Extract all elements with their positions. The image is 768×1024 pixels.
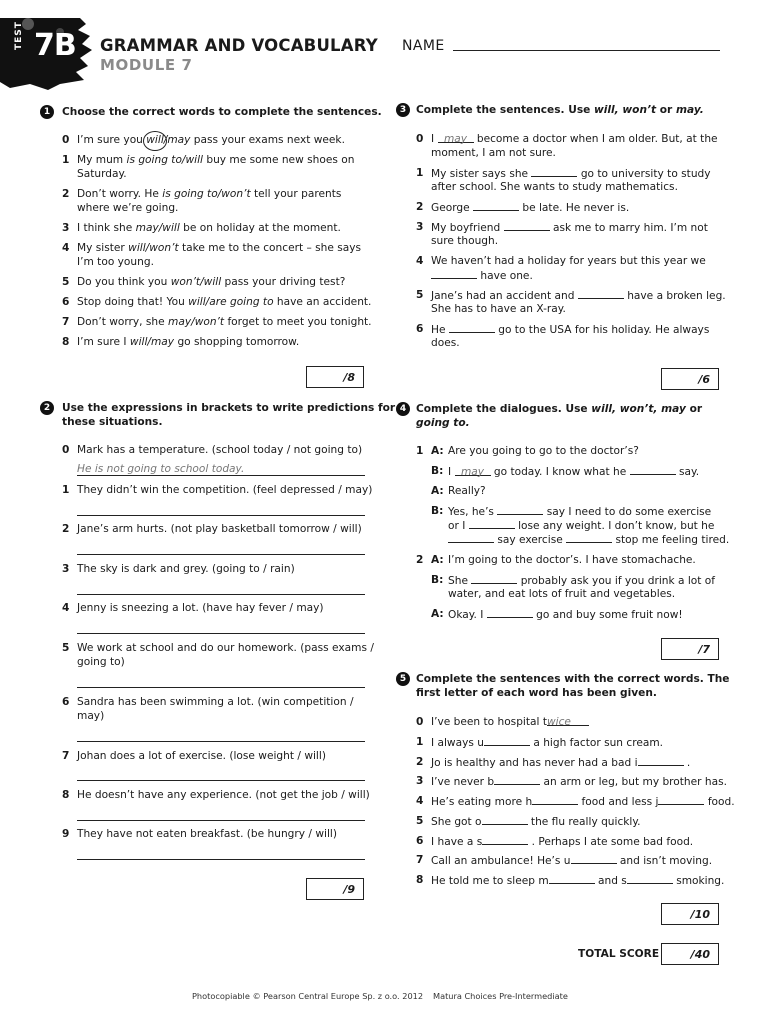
s2-example-answer: He is not going to school today. bbox=[77, 463, 245, 475]
s2-answer-line-2[interactable] bbox=[77, 554, 365, 555]
s2-answer-line-5[interactable] bbox=[77, 687, 365, 688]
blank[interactable] bbox=[531, 166, 577, 177]
total-score-box[interactable]: /40 bbox=[661, 943, 719, 965]
s2-answer-line-0[interactable] bbox=[77, 475, 365, 476]
blank[interactable] bbox=[571, 853, 617, 864]
blank[interactable] bbox=[473, 200, 519, 211]
blank[interactable] bbox=[482, 814, 528, 825]
name-label: NAME bbox=[402, 38, 445, 54]
circle-mark bbox=[143, 131, 167, 151]
blank[interactable] bbox=[482, 834, 528, 845]
section-2-instruction-line2: these situations. bbox=[62, 416, 163, 428]
blank[interactable] bbox=[494, 774, 540, 785]
footer-copyright: Photocopiable © Pearson Central Europe Sp. z o.o. 2012 bbox=[192, 991, 424, 1001]
s1-score-box[interactable]: /8 bbox=[306, 366, 364, 388]
section-3-instruction: Complete the sentences. Use will, won’t or may. bbox=[416, 104, 704, 116]
blank[interactable] bbox=[532, 794, 578, 805]
blank[interactable] bbox=[471, 573, 517, 584]
blank[interactable] bbox=[504, 220, 550, 231]
section-5-instruction-line2: first letter of each word has been given. bbox=[416, 687, 657, 699]
s2-answer-line-7[interactable] bbox=[77, 780, 365, 781]
section-number-4: 4 bbox=[396, 402, 410, 416]
section-4-instruction: Complete the dialogues. Use will, won’t, may or bbox=[416, 403, 703, 415]
section-number-2: 2 bbox=[40, 401, 54, 415]
footer-book-title: Matura Choices Pre-Intermediate bbox=[433, 991, 568, 1001]
blank[interactable] bbox=[431, 268, 477, 279]
s2-answer-line-4[interactable] bbox=[77, 633, 365, 634]
s2-answer-line-6[interactable] bbox=[77, 741, 365, 742]
section-number-3: 3 bbox=[396, 103, 410, 117]
blank[interactable] bbox=[658, 794, 704, 805]
name-field[interactable] bbox=[453, 50, 720, 51]
blank[interactable] bbox=[578, 288, 624, 299]
s3-score-box[interactable]: /6 bbox=[661, 368, 719, 390]
s2-answer-line-3[interactable] bbox=[77, 594, 365, 595]
blank[interactable] bbox=[469, 518, 515, 529]
blank[interactable] bbox=[566, 532, 612, 543]
blank[interactable] bbox=[497, 504, 543, 515]
section-5-instruction-line1: Complete the sentences with the correct words. The bbox=[416, 673, 730, 685]
total-score-label: TOTAL SCORE bbox=[578, 948, 660, 960]
s5-score-box[interactable]: /10 bbox=[661, 903, 719, 925]
blank[interactable] bbox=[549, 873, 595, 884]
module-label: MODULE 7 bbox=[100, 56, 193, 74]
s2-answer-line-9[interactable] bbox=[77, 859, 365, 860]
section-number-5: 5 bbox=[396, 672, 410, 686]
s2-score-box[interactable]: /9 bbox=[306, 878, 364, 900]
test-label: TEST bbox=[14, 21, 24, 50]
blank[interactable] bbox=[448, 532, 494, 543]
blank[interactable] bbox=[449, 322, 495, 333]
blank[interactable] bbox=[638, 755, 684, 766]
test-code: 7B bbox=[34, 28, 76, 63]
s2-answer-line-8[interactable] bbox=[77, 820, 365, 821]
blank[interactable] bbox=[484, 735, 530, 746]
section-number-1: 1 bbox=[40, 105, 54, 119]
s4-score-box[interactable]: /7 bbox=[661, 638, 719, 660]
blank[interactable] bbox=[487, 607, 533, 618]
blank[interactable] bbox=[630, 464, 676, 475]
blank[interactable] bbox=[627, 873, 673, 884]
s2-answer-line-1[interactable] bbox=[77, 515, 365, 516]
page-title: GRAMMAR AND VOCABULARY bbox=[100, 36, 378, 55]
section-2-instruction-line1: Use the expressions in brackets to write predictions for bbox=[62, 402, 396, 414]
section-1-instruction: Choose the correct words to complete the sentences. bbox=[62, 106, 382, 118]
section-4-instruction-line2: going to. bbox=[416, 417, 470, 429]
